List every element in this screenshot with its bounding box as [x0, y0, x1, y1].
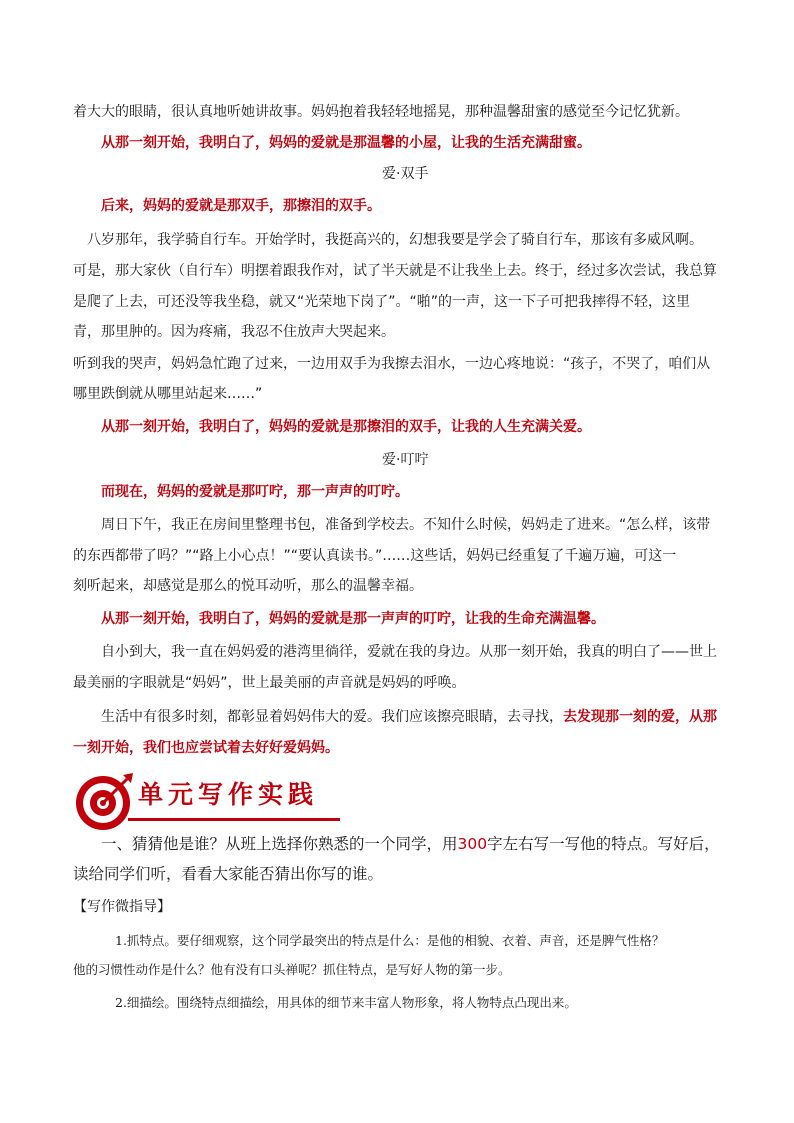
story-highlight: 后来，妈妈的爱就是那双手，那擦泪的双手。 — [101, 198, 381, 214]
target-icon — [76, 773, 133, 830]
section-heading-hands: 爱·双手 — [382, 166, 429, 182]
section-heading-words: 爱·叮咛 — [382, 452, 429, 468]
practice-line: 读给同学们听，看看大家能否猜出你写的谁。 — [73, 865, 384, 883]
story-line — [101, 707, 717, 727]
story-highlight: 从那一刻开始，我明白了，妈妈的爱就是那温馨的小屋，让我的生活充满甜蜜。 — [101, 135, 591, 151]
story-text: 生活中有很多时刻，都彰显着妈妈伟大的爱。我们应该擦亮眼睛，去寻找， — [101, 709, 563, 725]
story-highlight-inline: 去发现那一刻的爱，从那 — [563, 709, 717, 725]
story-line: 可是，那大家伙（自行车）明摆着跟我作对，试了半天就是不让我坐上去。终于，经过多次尝试，我总算 — [73, 263, 717, 279]
story-line: 青，那里肿的。因为疼痛，我忍不住放声大哭起来。 — [73, 324, 395, 340]
story-line: 的东西都带了吗？”“路上小心点！”“要认真读书。”……这些话，妈妈已经重复了千遍万遍，可这一 — [73, 548, 677, 564]
section-title-underline — [128, 818, 340, 821]
story-line: 刻听起来，却感觉是那么的悦耳动听，那么的温馨幸福。 — [73, 578, 423, 594]
section-title: 单元写作实践 — [138, 780, 319, 809]
story-line: 着大大的眼睛，很认真地听她讲故事。妈妈抱着我轻轻地摇晃，那种温馨甜蜜的感觉至今记忆犹新。 — [73, 104, 689, 120]
story-line: 哪里跌倒就从哪里站起来……” — [73, 386, 263, 402]
story-highlight: 一刻开始，我们也应尝试着去好好爱妈妈。 — [73, 740, 339, 756]
guide-item: 他的习惯性动作是什么？他有没有口头禅呢？抓住特点，是写好人物的第一步。 — [73, 962, 511, 977]
practice-text: 一、猜猜他是谁？从班上选择你熟悉的一个同学，用 — [101, 835, 458, 853]
guide-item: 1.抓特点。要仔细观察，这个同学最突出的特点是什么：是他的相貌、衣着、声音，还是脾气性格？ — [115, 933, 665, 948]
story-line: 听到我的哭声，妈妈急忙跑了过来，一边用双手为我擦去泪水，一边心疼地说：“孩子，不哭了，咱们从 — [73, 356, 711, 372]
story-line: 周日下午，我正在房间里整理书包，准备到学校去。不知什么时候，妈妈走了进来。“怎么样，该带 — [101, 517, 711, 533]
story-line: 自小到大，我一直在妈妈爱的港湾里徜徉，爱就在我的身边。从那一刻开始，我真的明白了——世上 — [101, 644, 717, 660]
story-highlight: 而现在，妈妈的爱就是那叮咛，那一声声的叮咛。 — [101, 484, 409, 500]
story-line: 是爬了上去，可还没等我坐稳，就又“光荣地下岗了”。“啪”的一声，这一下子可把我摔得不轻，这里 — [73, 294, 691, 310]
guide-item: 2.细描绘。围绕特点细描绘，用具体的细节来丰富人物形象，将人物特点凸现出来。 — [115, 995, 577, 1010]
guide-heading: 【写作微指导】 — [73, 899, 171, 915]
story-highlight: 从那一刻开始，我明白了，妈妈的爱就是那一声声的叮咛，让我的生命充满温馨。 — [101, 611, 605, 627]
story-highlight: 从那一刻开始，我明白了，妈妈的爱就是那擦泪的双手，让我的人生充满关爱。 — [101, 419, 591, 435]
practice-line — [101, 832, 720, 856]
practice-text: 字左右写一写他的特点。写好后， — [487, 835, 720, 853]
story-line: 最美丽的字眼就是“妈妈”，世上最美丽的声音就是妈妈的呼唤。 — [73, 675, 466, 691]
story-line: 八岁那年，我学骑自行车。开始学时，我挺高兴的，幻想我要是学会了骑自行车，那该有多威风啊。 — [87, 232, 703, 248]
word-count: 300 — [457, 835, 488, 853]
